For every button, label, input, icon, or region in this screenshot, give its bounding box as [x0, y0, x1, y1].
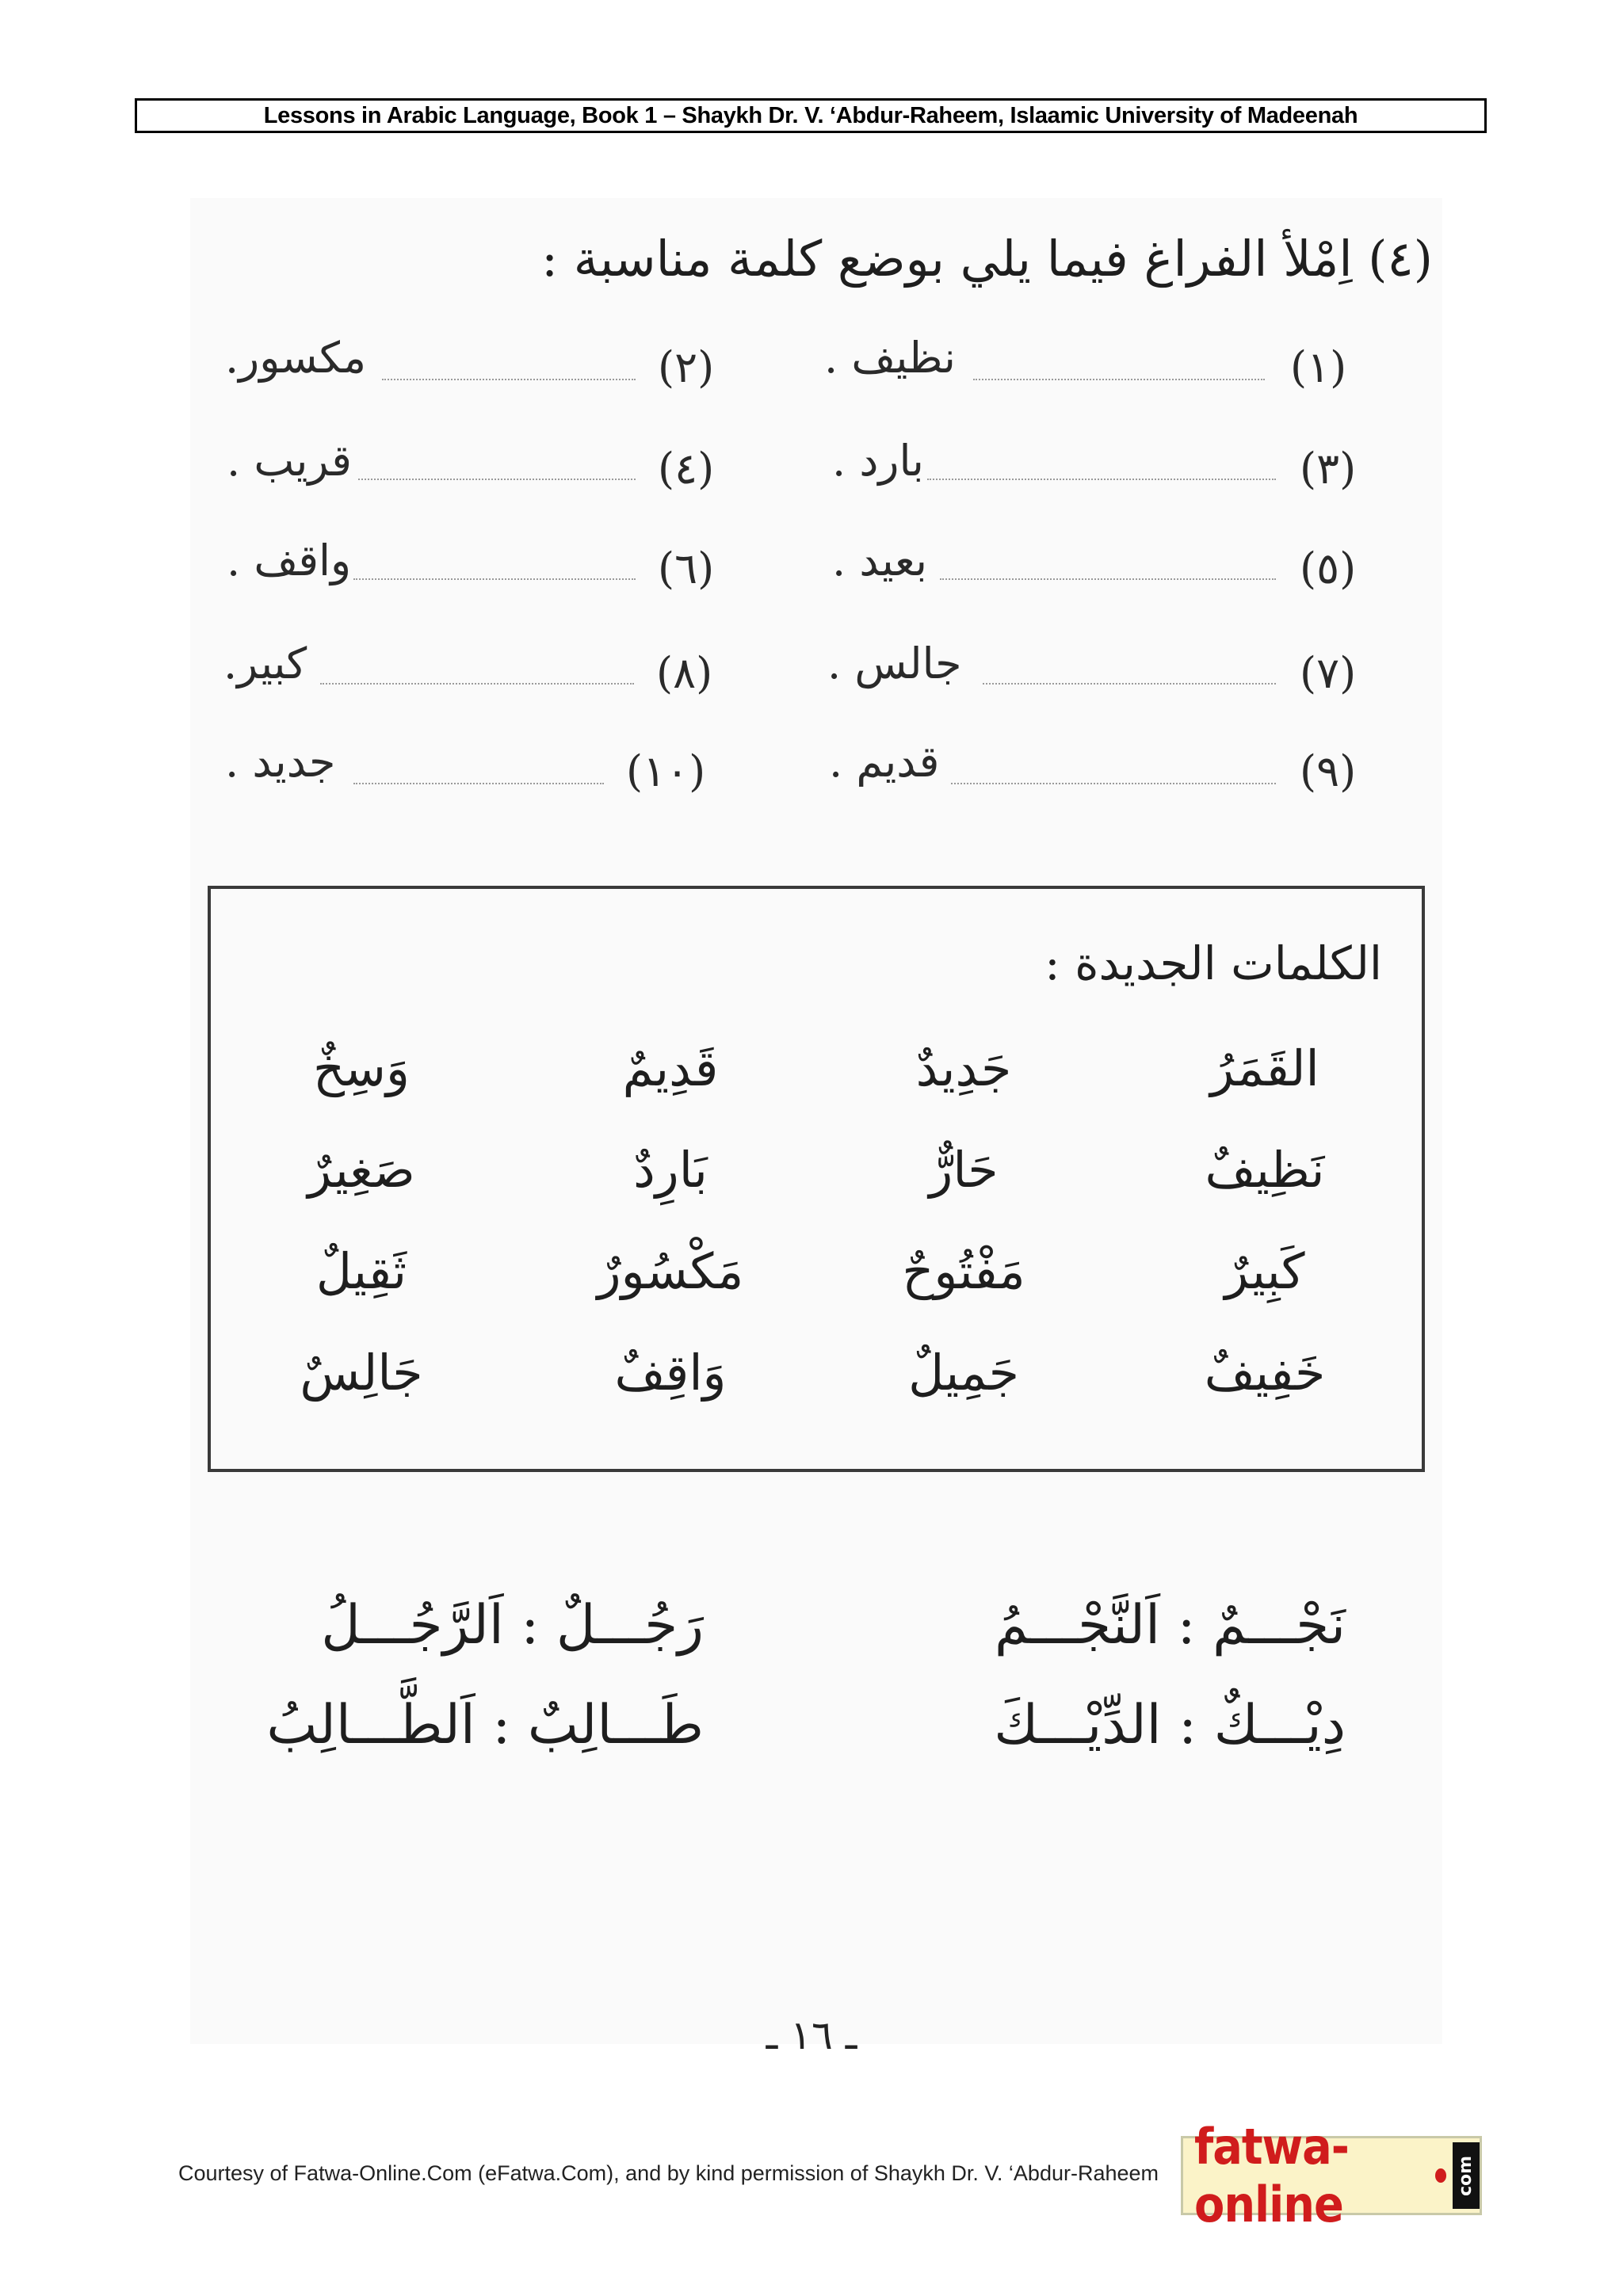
vocab-word: ثَقِيلٌ — [315, 1242, 407, 1300]
exercise-number-4: (٤) — [658, 444, 715, 494]
vocab-word: مَفْتُوحٌ — [902, 1242, 1025, 1300]
exercise-word-10: جديد . — [225, 737, 336, 787]
exercise-number-10: (١٠) — [626, 746, 706, 796]
definite-example-3: دِيْـــكٌ : الدِّيْـــكَ — [994, 1694, 1346, 1756]
blank-line-8 — [320, 683, 634, 685]
vocab-word: وَاقِفٌ — [614, 1344, 727, 1402]
blank-line-1 — [973, 379, 1265, 380]
header-box — [135, 98, 1487, 133]
exercise-word-8: كبير. — [223, 639, 307, 688]
exercise-number-5: (٥) — [1300, 543, 1357, 593]
vocab-word: صَغِيرٌ — [307, 1141, 415, 1199]
vocab-word: جَدِيدٌ — [915, 1039, 1012, 1097]
exercise-number-3: (٣) — [1300, 444, 1357, 494]
fatwa-online-logo — [1181, 2118, 1482, 2233]
blank-line-10 — [353, 783, 604, 784]
exercise-number-6: (٦) — [658, 543, 715, 593]
vocab-word: حَارٌّ — [929, 1141, 999, 1199]
header-title: Lessons in Arabic Language, Book 1 – Shaykh Dr. V. ‘Abdur-Raheem, Islaamic University of Madeenah — [263, 102, 1358, 128]
exercise-number-9: (٩) — [1300, 746, 1357, 796]
vocab-word: القَمَرُ — [1210, 1039, 1319, 1097]
new-words-title: الكلمات الجديدة : — [1044, 936, 1382, 990]
vocab-word: نَظِيفٌ — [1205, 1141, 1325, 1199]
page-number: ـ ١٦ ـ — [766, 2012, 857, 2058]
blank-line-4 — [358, 479, 636, 480]
exercise-word-7: جالس . — [827, 639, 962, 688]
blank-line-6 — [353, 578, 636, 580]
blank-line-9 — [951, 783, 1276, 784]
blank-line-2 — [382, 379, 636, 380]
exercise-title: (٤) اِمْلأ الفراغ فيما يلي بوضع كلمة مناسبة : — [541, 230, 1433, 288]
definite-example-2: رَجُـــلٌ : اَلرَّجُـــلُ — [321, 1594, 704, 1657]
vocab-word: مَكْسُورٌ — [597, 1242, 744, 1300]
exercise-word-9: قديم . — [829, 737, 940, 787]
blank-line-3 — [927, 479, 1276, 480]
exercise-word-2: مكسور. — [225, 333, 367, 383]
logo-dot — [1435, 2168, 1446, 2183]
exercise-word-3: بارد . — [832, 436, 924, 486]
vocab-word: قَدِيمٌ — [622, 1039, 719, 1097]
logo-com-text: com — [1456, 2155, 1476, 2196]
exercise-word-4: قريب . — [227, 436, 352, 486]
vocab-word: كَبِيرٌ — [1224, 1242, 1305, 1300]
footer-courtesy: Courtesy of Fatwa-Online.Com (eFatwa.Com), and by kind permission of Shaykh Dr. V. ‘Abdur-Raheem — [178, 2161, 1159, 2185]
exercise-number-8: (٨) — [656, 648, 713, 698]
vocab-word: جَمِيلٌ — [908, 1344, 1019, 1402]
logo-text: fatwa-online — [1194, 2118, 1349, 2233]
definite-example-1: نَجْـــمٌ : اَلنَّجْـــمُ — [994, 1594, 1346, 1657]
new-words-box — [208, 886, 1425, 1472]
vocab-word: بَارِدٌ — [633, 1141, 708, 1199]
blank-line-7 — [983, 683, 1276, 685]
vocab-word: جَالِسٌ — [300, 1344, 423, 1402]
blank-line-5 — [940, 578, 1276, 580]
exercise-word-6: واقف . — [227, 536, 352, 585]
logo-com-badge — [1453, 2142, 1480, 2209]
vocab-word: وَسِخٌ — [313, 1039, 410, 1097]
exercise-number-2: (٢) — [658, 342, 715, 392]
exercise-number-7: (٧) — [1300, 648, 1357, 698]
vocab-word: خَفِيفٌ — [1204, 1344, 1326, 1402]
exercise-number-1: (١) — [1290, 342, 1347, 392]
exercise-word-1: نظيف . — [824, 333, 956, 383]
exercise-word-5: بعيد . — [832, 536, 928, 585]
definite-example-4: طَـــالِبٌ : اَلطَّـــالِبُ — [266, 1694, 704, 1756]
